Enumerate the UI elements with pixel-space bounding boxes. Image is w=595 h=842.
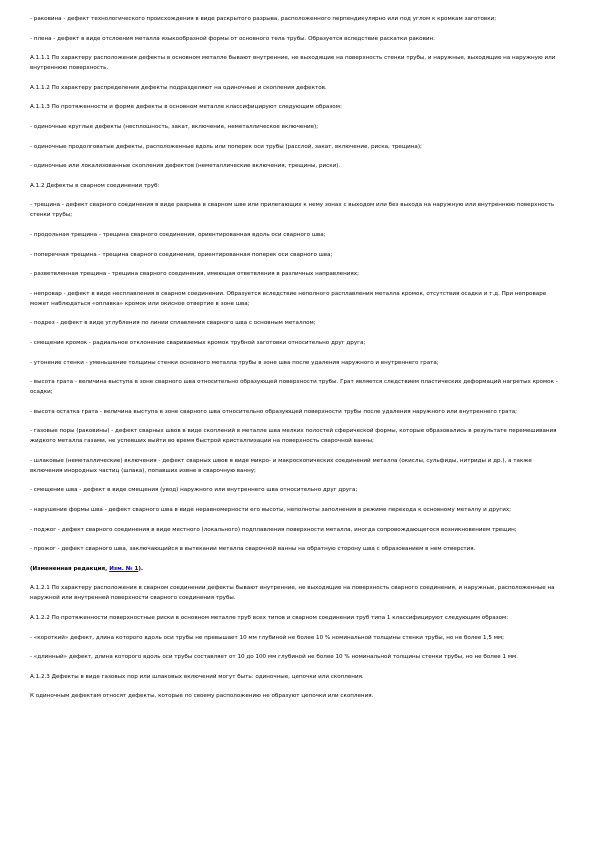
amendment-link[interactable]: Изм. № 1 (109, 565, 139, 572)
list-item-oblong-defects: - одиночные продолговатые дефекты, расположенные вдоль или поперек оси трубы (расслой, закат, включение, риска, трещина); (30, 143, 422, 150)
paragraph-a122: А.1.2.2 По протяженности поверхностные риски в основном металле труб всех типов и сварном соединении труб типа 1 классифицируют следующим образом: (30, 615, 509, 622)
list-item-residual-flash: - высота остатка грата - величина выступа в зоне сварного шва относительно образующей поверхности трубы после удаления наружного или внутреннего грата; (30, 408, 518, 415)
paragraph-a121: А.1.2.1 По характеру расположения в сварном соединении дефекты бывают внутренние, не выходящие на поверхность сварного соединения, и наружные, расположенные на наружной или внутренней поверхности сварного соединения трубы. (30, 585, 555, 602)
list-item-flash-height: - высота грата - величина выступа в зоне сварного шва относительно образующей поверхности трубы. Грат является следствием пластических деформаций нагретых кромок - осадки; (30, 379, 558, 396)
paragraph-a111: А.1.1.1 По характеру расположения дефекты в основном металле бывают внутренние, не выходящие на поверхность стенки трубы, и наружные, выходящие на наружную или внутреннюю поверхность. (30, 55, 556, 72)
list-item-short-defect: - «короткий» дефект, длина которого вдоль оси трубы не превышает 10 мм глубиной не более 10 % номинальной толщины стенки трубы, но не более 1,5 мм; (30, 634, 505, 641)
amendment-suffix: ). (138, 565, 144, 572)
list-item-crack: - трещина - дефект сварного соединения в виде разрыва в сварном шве или прилегающих к нему зонах с выходом или без выхода на наружную или внутреннюю поверхность стенки трубы; (30, 202, 555, 219)
list-item-round-defects: - одиночные круглые дефекты (несплошность, закат, включение, неметаллическое включение); (30, 123, 319, 130)
list-item-edge-offset: - смещение кромок - радиальное отклонение свариваемых кромок трубной заготовки относительно друг друга; (30, 339, 366, 346)
list-item-burn-through: - прожог - дефект сварного шва, заключающийся в вытекании металла сварочной ванны на обратную сторону шва с образованием в нем отверстия. (30, 546, 476, 553)
list-item-long-defect: - «длинный» дефект, длина которого вдоль оси трубы составляет от 10 до 100 мм глубиной не более 10 % номинальной толщины стенки трубы, но не более 1 мм. (30, 654, 519, 661)
list-item-arc-burn: - поджог - дефект сварного соединения в виде местного (локального) подплавления поверхности металла, иногда сопровождающегося возникновением трещин; (30, 526, 517, 533)
paragraph-a112: А.1.1.2 По характеру распределения дефекты подразделяют на одиночные и скопления дефектов. (30, 84, 327, 91)
list-item-undercut: - подрез - дефект в виде углубления по линии сплавления сварного шва с основным металлом; (30, 320, 316, 327)
list-item-clusters: - одиночные или локализованные скопления дефектов (неметаллические включения, трещины, риски). (30, 163, 341, 170)
list-item-lack-of-fusion: - непровар - дефект в виде несплавления в сварном соединении. Образуется вследствие неполного расплавления металла кромок, отсутствия осадки и т.д. При непроваре может наблюдаться «оплавка» кромок или окисное отвертие в зоне шва; (30, 290, 547, 307)
paragraph-single-defects: К одиночным дефектам относят дефекты, которые по своему расположению не образуют цепочки или скопления. (30, 693, 374, 700)
list-item-wall-thinning: - утонение стенки - уменьшение толщины стенки основного металла трубы в зоне шва после удаления наружного и внутреннего грата; (30, 359, 439, 366)
paragraph-plena: - плена - дефект в виде отслоения металла языкообразной формы от основного тела трубы. Образуется вследствие раскатки раковин. (30, 35, 435, 42)
paragraph-a123: А.1.2.3 Дефекты в виде газовых пор или шлаковых включений могут быть: одиночные, цепочки или скопления. (30, 673, 364, 680)
paragraph-a12: А.1.2 Дефекты в сварном соединении труб: (30, 182, 160, 189)
list-item-gas-pores: - газовые поры (раковины) - дефект сварных швов в виде скоплений в металле шва мелких полостей сферической формы, которые образовались в результате перемешивания жидкого металла газами, не успевших выйти во время быстрой кристаллизации на поверхность сварочной ванны; (30, 428, 557, 445)
list-item-weld-offset: - смещение шва - дефект в виде смещения (увод) наружного или внутреннего шва относительно друг друга; (30, 487, 358, 494)
amendment-note (30, 564, 565, 574)
list-item-transverse-crack: - поперечная трещина - трещина сварного соединения, ориентированная поперек оси сварного шва; (30, 251, 333, 258)
amendment-prefix: (Измененная редакция, (30, 565, 110, 572)
list-item-weld-shape: - нарушение формы шва - дефект сварного шва в виде неравномерности его высоты, неполноты заполнения в режиме перехода к основному металлу и других; (30, 507, 512, 514)
list-item-branched-crack: - разветвленная трещина - трещина сварного соединения, имеющая ответвления в различных направлениях; (30, 271, 359, 278)
list-item-longitudinal-crack: - продольная трещина - трещина сварного соединения, ориентированная вдоль оси сварного шва; (30, 231, 326, 238)
paragraph-rakovina: - раковина - дефект технологического происхождения в виде раскрытого разрыва, расположенного перпендикулярно или под углом к кромкам заготовки; (30, 16, 497, 22)
paragraph-a113: А.1.1.3 По протяженности и форме дефекты в основном металле классифицируют следующим образом: (30, 104, 342, 111)
list-item-slag-inclusions: - шлаковые (неметаллические) включения - дефект сварных швов в виде микро- и макроскопических соединений металла (окислы, сульфиды, нитриды и др.), а также включения инородных частиц (шлака), попавших извне в сварочную ванну; (30, 457, 532, 474)
